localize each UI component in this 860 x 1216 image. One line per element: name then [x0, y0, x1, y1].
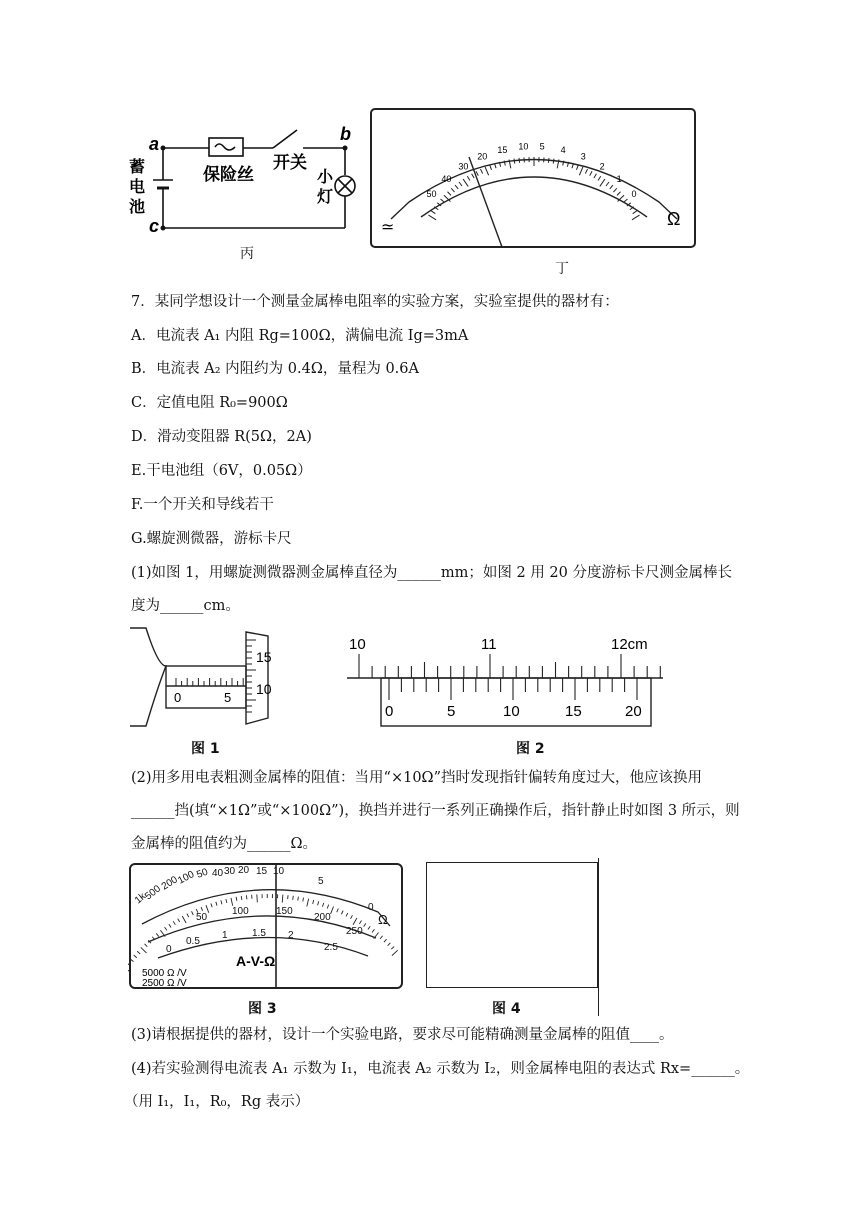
multimeter-spec-1: 5000 Ω /V — [142, 968, 187, 979]
multimeter-spec-2: 2500 Ω /V — [142, 978, 187, 989]
ohm-label-15: 15 — [256, 866, 268, 877]
svg-text:小: 小 — [317, 169, 334, 186]
thimble-label-15: 15 — [256, 649, 272, 665]
ac-symbol: ≃ — [381, 219, 395, 236]
ohm-label-5: 5 — [318, 876, 324, 887]
q2-line1: (2)用多用电表粗测金属棒的阻值：当用“×10Ω”挡时发现指针偏转角度过大，他应该换用 — [131, 770, 702, 786]
vernier-label-15: 15 — [565, 703, 582, 720]
low-label-2.5: 2.5 — [324, 942, 338, 953]
sleeve-label-0: 0 — [174, 690, 182, 705]
ding-scale-label: 1 — [616, 173, 622, 184]
caption-fig1: 图 1 — [191, 741, 220, 757]
low-label-0.5: 0.5 — [186, 936, 200, 947]
ohm-label-50: 50 — [195, 866, 210, 881]
node-b-label: b — [340, 124, 351, 144]
low-label-1.5: 1.5 — [252, 928, 266, 939]
sleeve-label-5: 5 — [224, 690, 232, 705]
low-label-0: 0 — [166, 944, 172, 955]
q4-line1: (4)若实验测得电流表 A₁ 示数为 I₁，电流表 A₂ 示数为 I₂，则金属棒电阻的表达式 Rx=______。 — [131, 1061, 750, 1077]
q1-line2: 度为______cm。 — [131, 598, 240, 614]
item-c: C．定值电阻 R₀=900Ω — [131, 395, 288, 411]
item-g: G.螺旋测微器，游标卡尺 — [131, 531, 292, 547]
ohm-symbol-fig3: Ω — [378, 912, 388, 927]
ding-scale-label: 2 — [599, 161, 605, 172]
svg-text:池: 池 — [129, 199, 146, 216]
mid-label-100: 100 — [232, 906, 249, 917]
q4-line2: （用 I₁，I₁，R₀，Rg 表示） — [124, 1094, 310, 1110]
ding-scale-label: 3 — [580, 151, 586, 162]
ohm-label-30: 30 — [224, 866, 236, 877]
answer-box-fig4 — [426, 862, 598, 988]
ding-scale-label: 50 — [426, 189, 437, 200]
ohm-label-40: 40 — [212, 868, 224, 879]
q2-line2: ______挡(填“×1Ω”或“×100Ω”)，换挡并进行一系列正确操作后，指针静止时如图 3 所示，则 — [131, 803, 740, 819]
ding-scale-label: 30 — [458, 161, 469, 172]
caption-fig2: 图 2 — [516, 741, 545, 757]
ding-scale-label: 15 — [497, 144, 508, 155]
svg-text:电: 电 — [129, 179, 146, 196]
ding-scale-label: 20 — [477, 151, 488, 162]
item-f: F.一个开关和导线若干 — [131, 497, 274, 513]
multimeter-scale-tick — [241, 896, 242, 900]
node-c-label: c — [149, 216, 160, 236]
multimeter-scale-tick — [293, 896, 294, 900]
q1-line1: (1)如图 1，用螺旋测微器测金属棒直径为______mm；如图 2 用 20 分度游标卡尺测金属棒长 — [131, 565, 732, 581]
low-label-2: 2 — [288, 930, 294, 941]
caliper-figure-2 — [345, 632, 665, 732]
ding-scale-label: 4 — [560, 144, 566, 155]
ohm-label-1k: 1k — [132, 891, 149, 907]
micrometer-figure-1 — [128, 626, 278, 731]
page-divider-line — [598, 858, 599, 1016]
caption-fig4: 图 4 — [492, 1001, 521, 1017]
low-label-1: 1 — [222, 930, 228, 941]
ohm-label-20: 20 — [238, 865, 250, 876]
q3-line: (3)请根据提供的器材，设计一个实验电路，要求尽可能精确测量金属棒的阻值____。 — [131, 1027, 674, 1043]
ding-scale-label: 0 — [631, 189, 637, 200]
meter-figure-ding — [369, 107, 699, 250]
ding-scale-label: 5 — [539, 141, 545, 152]
multimeter-figure-3 — [128, 862, 404, 992]
fuse-label: 保险丝 — [203, 165, 254, 184]
mid-label-150: 150 — [276, 906, 293, 917]
thimble-label-10: 10 — [256, 681, 272, 697]
node-a-label: a — [149, 134, 160, 154]
circuit-figure-bing — [125, 120, 365, 260]
mid-label-50: 50 — [196, 912, 208, 923]
item-a: A．电流表 A₁ 内阻 Rg=100Ω，满偏电流 Ig=3mA — [131, 328, 469, 344]
svg-text:蓄: 蓄 — [129, 159, 146, 176]
ding-scale-tick — [548, 158, 549, 163]
ohm-label-10: 10 — [273, 866, 285, 877]
ding-scale-tick — [519, 158, 520, 163]
q2-line3: 金属棒的阻值约为______Ω。 — [131, 836, 318, 852]
vernier-label-10: 10 — [503, 703, 520, 720]
item-e: E.干电池组（6V，0.05Ω） — [131, 463, 312, 479]
vernier-label-0: 0 — [385, 703, 394, 720]
lamp-label — [316, 168, 334, 206]
ohm-label-100: 100 — [176, 869, 197, 887]
item-d: D．滑动变阻器 R(5Ω，2A) — [131, 429, 312, 445]
switch-label: 开关 — [273, 153, 307, 172]
main-label-11: 11 — [481, 636, 497, 653]
vernier-label-5: 5 — [447, 703, 456, 720]
question-stem: 7．某同学想设计一个测量金属棒电阻率的实验方案，实验室提供的器材有： — [131, 294, 619, 310]
ding-scale-label: 40 — [441, 173, 452, 184]
caption-ding: 丁 — [555, 261, 569, 277]
vernier-label-20: 20 — [625, 703, 642, 720]
item-b: B．电流表 A₂ 内阻约为 0.4Ω，量程为 0.6A — [131, 361, 419, 377]
ohm-label-200: 200 — [159, 874, 180, 893]
mid-label-200: 200 — [314, 912, 331, 923]
ohm-label-0: 0 — [368, 902, 374, 913]
caption-fig3: 图 3 — [248, 1001, 277, 1017]
multimeter-scale-tick — [257, 894, 258, 902]
multimeter-center-text: A-V-Ω — [236, 953, 276, 969]
caption-bing: 丙 — [240, 246, 254, 262]
ding-scale-label: 10 — [518, 141, 529, 152]
ohm-label-500: 500 — [143, 883, 163, 903]
mid-label-250: 250 — [346, 926, 363, 937]
main-label-12cm: 12cm — [611, 636, 648, 653]
battery-label — [129, 158, 145, 216]
ohm-symbol: Ω — [667, 209, 681, 229]
svg-text:灯: 灯 — [317, 189, 334, 206]
main-label-10: 10 — [349, 636, 366, 653]
